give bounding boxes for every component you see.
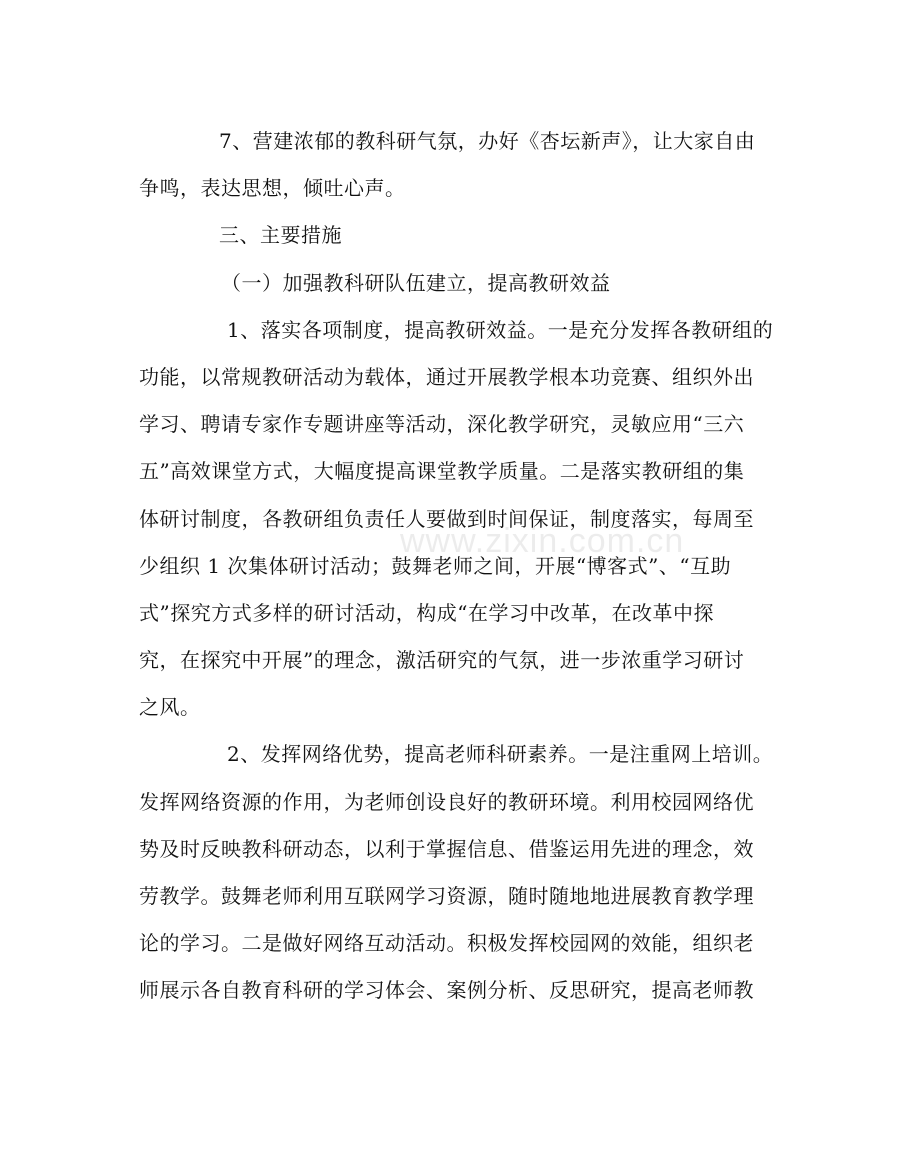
paragraph-1-line-8: 究，在探究中开展”的理念，激活研究的气氛，进一步浓重学习研讨 [139, 648, 745, 673]
paragraph-1-line-9: 之风。 [139, 695, 201, 720]
paragraph-1-line-6: 少组织 1 次集体研讨活动；鼓舞老师之间，开展“博客式”、“互助 [139, 553, 732, 578]
paragraph-1-line-2: 功能，以常规教研活动为载体，通过开展教学根本功竞赛、组织外出 [139, 364, 754, 389]
paragraph-2-line-2: 发挥网络资源的作用，为老师创设良好的教研环境。利用校园网络优 [139, 789, 754, 814]
watermark-text: www.zixin.com.cn [400, 522, 685, 560]
paragraph-2-line-3: 势及时反映教科研动态，以利于掌握信息、借鉴运用先进的理念，效 [139, 836, 754, 861]
paragraph-7-line-2: 争鸣，表达思想，倾吐心声。 [139, 176, 406, 201]
paragraph-1-line-4: 五”高效课堂方式，大幅度提高课堂教学质量。二是落实教研组的集 [139, 459, 745, 484]
paragraph-1-line-7: 式”探究方式多样的研讨活动，构成“在学习中改革，在改革中探 [139, 600, 714, 625]
document-body [139, 118, 789, 1015]
paragraph-1-line-3: 学习、聘请专家作专题讲座等活动，深化教学研究，灵敏应用“三六 [139, 412, 745, 437]
paragraph-2-line-4: 劳教学。鼓舞老师利用互联网学习资源，随时随地地进展教育教学理 [139, 884, 754, 908]
paragraph-2-line-1: 2、发挥网络优势，提高老师科研素养。一是注重网上培训。 [227, 742, 774, 767]
paragraph-1-line-1: 1、落实各项制度，提高教研效益。一是充分发挥各教研组的 [227, 317, 774, 342]
paragraph-1-line-5: 体研讨制度，各教研组负责任人要做到时间保证，制度落实，每周至 [139, 506, 754, 531]
subsection-heading-1: （一）加强教科研队伍建立，提高教研效益 [221, 270, 611, 295]
paragraph-2-line-6: 师展示各自教育科研的学习体会、案例分析、反思研究，提高老师教 [139, 978, 754, 1003]
paragraph-7-line-1: 7、营建浓郁的教科研气氛，办好《杏坛新声》，让大家自由 [219, 129, 756, 153]
section-heading-main-measures: 三、主要措施 [219, 223, 342, 248]
paragraph-2-line-5: 论的学习。二是做好网络互动活动。积极发挥校园网的效能，组织老 [139, 931, 754, 956]
